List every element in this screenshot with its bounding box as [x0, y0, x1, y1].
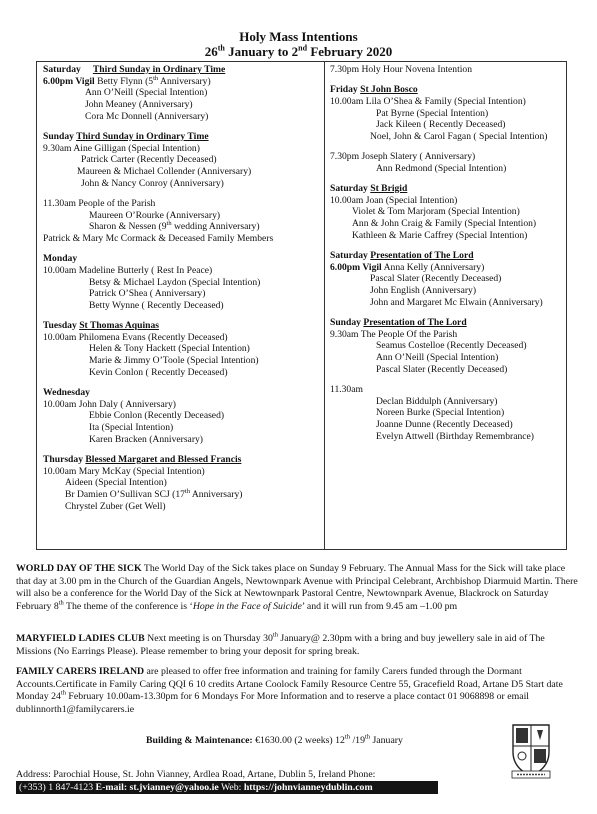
day-name: Sunday	[43, 130, 77, 142]
conference-theme: Hope in the Face of Suicide	[192, 600, 302, 612]
notice-body: February 10.00am-13.30pm for 6 Mondays For More Information and to reserve a place contact 01 9068898 or email dublinnorth1@familycarers.ie	[16, 691, 530, 715]
intention-line: Ann O’Neill (Special Intention)	[376, 351, 499, 363]
notice-world-day-of-sick	[16, 563, 582, 613]
notice-maryfield-ladies-club	[16, 633, 582, 658]
intention-line: Jack Kileen ( Recently Deceased)	[376, 119, 506, 131]
intention-line: Maureen O’Rourke (Anniversary)	[89, 209, 221, 221]
intention-line: Karen Bracken (Anniversary)	[89, 433, 204, 445]
intention-line: John Meaney (Anniversary)	[85, 99, 193, 111]
building-label: Building & Maintenance:	[146, 735, 253, 746]
notice-title: FAMILY CARERS IRELAND	[16, 666, 145, 677]
intention-line: John & Nancy Conroy (Anniversary)	[81, 177, 224, 189]
intention-line: 7.30pm Joseph Slatery ( Anniversary)	[330, 151, 476, 163]
intention-line: Marie & Jimmy O’Toole (Special Intention)	[89, 355, 259, 367]
intention-line: 10.00am John Daly ( Anniversary)	[43, 398, 176, 410]
intention-line: Patrick O’Shea ( Anniversary)	[89, 288, 206, 300]
phone: (+353) 1 847-4123	[19, 782, 94, 793]
notice-family-carers-ireland	[16, 666, 582, 716]
intention-line	[43, 221, 273, 233]
feast-name: St Thomas Aquinas	[79, 320, 159, 332]
ordinal-suffix: th	[58, 599, 64, 607]
intention-line: Noel, John & Carol Fagan ( Special Intention)	[370, 130, 548, 142]
intention-text: wedding Anniversary)	[171, 221, 260, 233]
intention-line: 11.30am People of the Parish	[43, 197, 156, 209]
intention-line: Ita (Special Intention)	[89, 422, 174, 434]
column-divider	[324, 62, 325, 549]
intention-line: Chrystel Zuber (Get Well)	[65, 500, 166, 512]
ordinal-suffix: th	[60, 689, 66, 697]
intention-line	[330, 262, 547, 274]
day-heading: Monday	[43, 253, 78, 265]
intention-line: Evelyn Attwell (Birthday Remembrance)	[376, 430, 534, 442]
intention-line: 9.30am Aine Gilligan (Special Intention)	[43, 142, 200, 154]
intention-line: Declan Biddulph (Anniversary)	[376, 395, 498, 407]
intention-line: Betsy & Michael Laydon (Special Intention)	[89, 276, 261, 288]
intention-line: John English (Anniversary)	[370, 285, 477, 296]
intention-line: Violet & Tom Marjoram (Special Intention)	[352, 206, 520, 218]
intention-line: Kevin Conlon ( Recently Deceased)	[89, 366, 228, 378]
intention-line: Maureen & Michael Collender (Anniversary)	[77, 166, 252, 177]
intention-line: Noreen Burke (Special Intention)	[376, 407, 505, 419]
intention-text: Anniversary)	[158, 75, 211, 87]
intention-line: 10.00am Lila O’Shea & Family (Special Intention)	[330, 95, 526, 107]
website-link[interactable]: https://johnvianneydublin.com	[243, 782, 373, 793]
intention-line: 11.30am	[330, 383, 363, 395]
date-start: 26	[204, 44, 218, 59]
ordinal-suffix: th	[272, 631, 278, 639]
day-name: Sunday	[330, 316, 364, 328]
email[interactable]: E-mail: st.jvianney@yahoo.ie	[93, 782, 219, 793]
feast-name: St Brigid	[370, 183, 408, 194]
mass-time: 6.00pm Vigil	[43, 75, 95, 87]
address: Address: Parochial House, St. John Vianney, Ardlea Road, Artane, Dublin 5, Ireland Phone:	[16, 769, 376, 780]
intention-line: Ann Redmond (Special Intention)	[376, 162, 507, 174]
intention-line: 7.30pm Holy Hour Novena Intention	[330, 64, 473, 75]
intention-line: 10.00am Philomena Evans (Recently Deceased)	[43, 331, 228, 343]
day-heading	[330, 317, 547, 329]
ordinal-suffix: th	[153, 74, 159, 82]
intention-text: Anna Kelly (Anniversary)	[381, 261, 485, 273]
intention-text: Sharon & Nessen (9	[89, 221, 167, 233]
intention-line: Patrick & Mary Mc Cormack & Deceased Family Members	[43, 232, 274, 244]
ordinal-suffix: th	[184, 487, 190, 495]
feast-name: St John Bosco	[360, 84, 418, 96]
web-label: Web:	[218, 782, 244, 793]
ordinal-suffix: th	[364, 733, 371, 741]
intention-line: Pascal Slater (Recently Deceased)	[370, 273, 502, 285]
day-heading	[43, 454, 273, 466]
notice-body: are pleased to offer free information and training for family Carers funded through the Dormant Accounts.Certificate in Family Caring QQI 6 10 credits Artane Coolock Family Resource Centre 55, Gracefield Road, Artane D5 Start date Monday 24	[16, 666, 563, 702]
day-name: Thursday	[43, 453, 86, 465]
intention-line: Ebbie Conlon (Recently Deceased)	[89, 410, 225, 422]
notice-body: The theme of the conference is ‘	[63, 600, 193, 612]
intention-line: Cora Mc Donnell (Anniversary)	[85, 110, 209, 122]
notice-body: ’ and it will run from 9.45 am –1.00 pm	[301, 600, 458, 612]
intention-line: Ann & John Craig & Family (Special Intention)	[352, 218, 537, 230]
feast-name: Third Sunday in Ordinary Time	[76, 130, 209, 142]
date-start-suffix: th	[217, 43, 225, 53]
intention-line: Aideen (Special Intention)	[65, 477, 167, 489]
intention-text: Br Damien O’Sullivan SCJ (17	[65, 489, 185, 500]
notice-body: Next meeting is on Thursday 30	[144, 633, 273, 644]
ordinal-suffix: th	[344, 733, 350, 741]
notice-body: The World Day of the Sick takes place on Sunday 9 February. The Annual Mass for the Sick will take place that day at 3.00 pm in the Church of the Guardian Angels, Newtownpark Avenue with Principal Celebrant, Archbishop Diarmuid Martin. There will also be a conference for the World Day of the Sick at Newtownpark Pastoral Centre, Newtownpark Avenue, Blackrock on Saturday February 8	[16, 563, 578, 612]
mass-time: 6.00pm Vigil	[330, 261, 382, 273]
building-dates: /19	[350, 735, 365, 746]
left-column	[43, 64, 273, 512]
intention-line: Pascal Slater (Recently Deceased)	[376, 363, 508, 375]
day-name: Friday	[330, 84, 361, 96]
feast-name: Presentation of The Lord	[370, 249, 474, 261]
intention-line	[43, 489, 273, 501]
right-column	[330, 64, 547, 442]
notice-title: MARYFIELD LADIES CLUB	[16, 633, 145, 644]
day-heading: Wednesday	[43, 387, 90, 398]
contact-bar	[16, 781, 438, 794]
feast-name: Presentation of The Lord	[363, 316, 467, 328]
intention-line: 10.00am Joan (Special Intention)	[330, 194, 458, 206]
date-mid: January to 2	[224, 44, 299, 59]
ordinal-suffix: th	[166, 220, 172, 228]
date-range	[0, 44, 597, 60]
intention-line: Patrick Carter (Recently Deceased)	[81, 154, 217, 166]
day-name: Saturday	[43, 64, 81, 75]
intentions-table	[36, 61, 567, 550]
building-amount: €1630.00 (2 weeks) 12	[252, 735, 345, 746]
intention-line: Betty Wynne ( Recently Deceased)	[89, 299, 224, 311]
intention-line: Kathleen & Marie Caffrey (Special Intention)	[352, 229, 528, 241]
intention-line: Ann O’Neill (Special Intention)	[85, 87, 208, 99]
intention-line: Helen & Tony Hackett (Special Intention)	[89, 343, 250, 355]
intention-line: Joanne Dunne (Recently Deceased)	[376, 418, 513, 430]
intention-line: Pat Byrne (Special Intention)	[376, 107, 489, 119]
date-end: February 2020	[307, 44, 393, 59]
day-name: Saturday	[330, 183, 371, 194]
feast-name: Third Sunday in Ordinary Time	[92, 64, 226, 75]
intention-line: 9.30am The People Of the Parish	[330, 328, 458, 340]
day-heading	[43, 131, 273, 143]
notice-title: WORLD DAY OF THE SICK	[16, 563, 142, 574]
day-heading	[43, 320, 273, 332]
intention-text: Betty Flynn (5	[94, 75, 154, 87]
notice-body: January@ 2.30pm with a bring and buy jewellery sale in aid of The Missions (No Earrings Please). Please remember to bring your deposit for spring break.	[16, 633, 545, 657]
day-name: Tuesday	[43, 320, 80, 332]
intention-line: Seamus Costelloe (Recently Deceased)	[376, 340, 527, 352]
day-heading	[330, 183, 547, 195]
intention-line	[43, 76, 273, 88]
building-maintenance	[146, 735, 403, 746]
building-month: January	[370, 735, 403, 746]
date-end-suffix: nd	[298, 43, 308, 53]
parish-crest-icon	[509, 722, 553, 780]
day-heading	[330, 250, 547, 262]
page-title: Holy Mass Intentions	[239, 29, 358, 44]
day-name: Saturday	[330, 249, 371, 261]
intention-line: John and Margaret Mc Elwain (Anniversary)	[370, 296, 543, 308]
intention-text: Anniversary)	[189, 489, 243, 500]
intention-line: 10.00am Madeline Butterly ( Rest In Peace)	[43, 264, 213, 276]
intention-line: 10.00am Mary McKay (Special Intention)	[43, 465, 205, 477]
feast-name: Blessed Margaret and Blessed Francis	[85, 453, 242, 465]
day-heading	[330, 84, 547, 96]
